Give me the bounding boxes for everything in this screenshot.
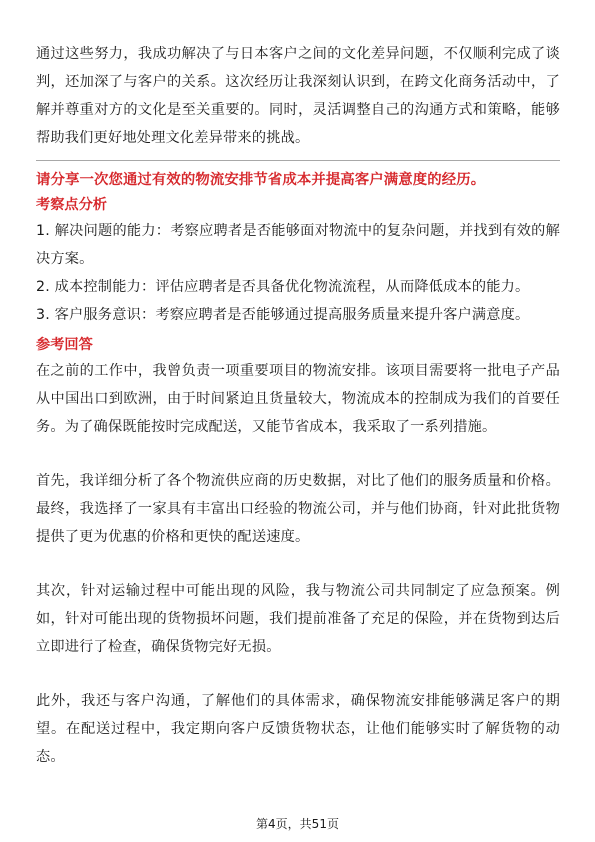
answer-heading: 参考回答: [36, 337, 93, 353]
page-footer: 第4页，共51页: [256, 817, 339, 831]
analysis-list: [36, 217, 560, 329]
analysis-item: 1. 解决问题的能力：考察应聘者是否能够面对物流中的复杂问题，并找到有效的解决方案。: [36, 223, 560, 267]
answer-paragraph: 此外，我还与客户沟通，了解他们的具体需求，确保物流安排能够满足客户的期望。在配送过程中，我定期向客户反馈货物状态，让他们能够实时了解货物的动态。: [36, 693, 560, 765]
answer-paragraph: 在之前的工作中，我曾负责一项重要项目的物流安排。该项目需要将一批电子产品从中国出口到欧洲，由于时间紧迫且货量较大，物流成本的控制成为我们的首要任务。为了确保既能按时完成配送，又能节省成本，我采取了一系列措施。: [36, 363, 560, 435]
analysis-heading: 考察点分析: [36, 197, 107, 213]
question-title: 请分享一次您通过有效的物流安排节省成本并提高客户满意度的经历。: [36, 172, 486, 188]
analysis-item: 2. 成本控制能力：评估应聘者是否具备优化物流流程，从而降低成本的能力。: [36, 279, 530, 295]
document-page: [36, 40, 560, 771]
intro-paragraph: 通过这些努力，我成功解决了与日本客户之间的文化差异问题，不仅顺利完成了谈判，还加深了与客户的关系。这次经历让我深刻认识到，在跨文化商务活动中，了解并尊重对方的文化是至关重要的。同时，灵活调整自己的沟通方式和策略，能够帮助我们更好地处理文化差异带来的挑战。: [36, 46, 560, 146]
answer-paragraph: 首先，我详细分析了各个物流供应商的历史数据，对比了他们的服务质量和价格。最终，我选择了一家具有丰富出口经验的物流公司，并与他们协商，针对此批货物提供了更为优惠的价格和更快的配送速度。: [36, 473, 560, 545]
analysis-item: 3. 客户服务意识：考察应聘者是否能够通过提高服务质量来提升客户满意度。: [36, 307, 530, 323]
answer-paragraph: 其次，针对运输过程中可能出现的风险，我与物流公司共同制定了应急预案。例如，针对可能出现的货物损坏问题，我们提前准备了充足的保险，并在货物到达后立即进行了检查，确保货物完好无损。: [36, 583, 560, 655]
section-divider: [36, 160, 560, 161]
